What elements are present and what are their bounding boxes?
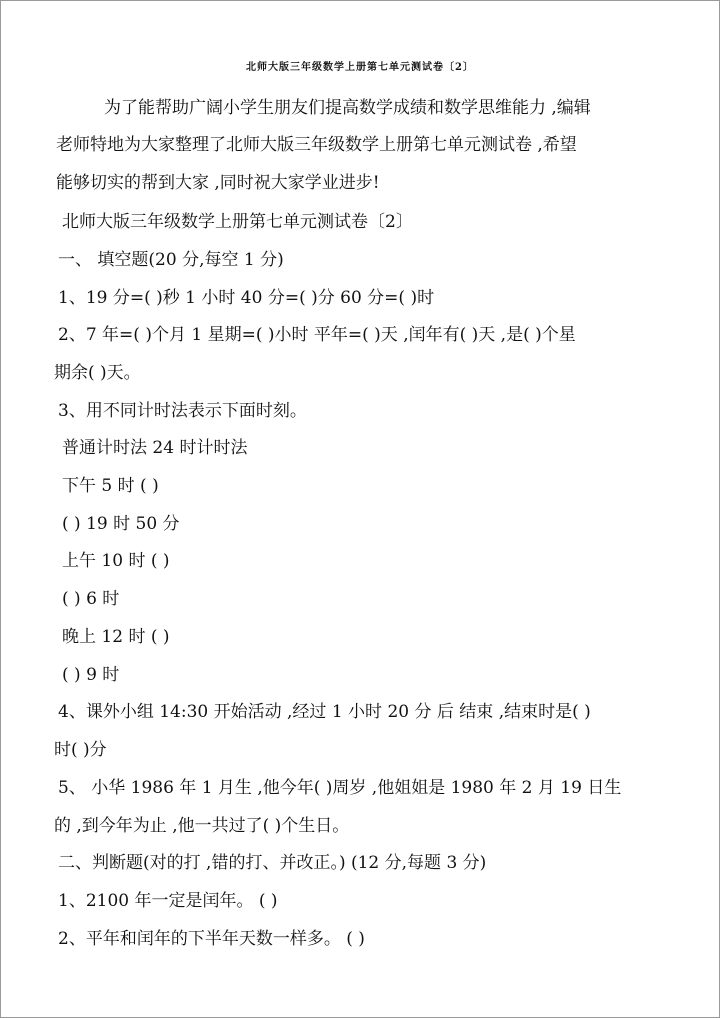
section1-heading: 一、 填空题(20 分,每空 1 分) [58,250,284,270]
question-3-header: 普通计时法 24 时计时法 [62,438,248,458]
judgement-question-1: 1、2100 年一定是闰年。 ( ) [58,891,278,911]
question-3: 3、用不同计时法表示下面时刻。 [58,401,307,421]
question-2-line-1: 2、7 年=( )个月 1 星期=( )小时 平年=( )天 ,闰年有( )天 ,是( )个星 [58,325,576,345]
time-row-6: ( ) 9 时 [62,665,120,685]
question-1: 1、19 分=( )秒 1 小时 40 分=( )分 60 分=( )时 [58,288,435,308]
time-row-2: ( ) 19 时 50 分 [62,514,180,534]
question-2-line-2: 期余( )天。 [54,363,141,383]
judgement-question-2: 2、平年和闰年的下半年天数一样多。 ( ) [58,929,365,949]
subtitle: 北师大版三年级数学上册第七单元测试卷〔2〕 [62,212,413,232]
time-row-3: 上午 10 时 ( ) [62,551,170,571]
document-title: 北师大版三年级数学上册第七单元测试卷〔2〕 [246,62,474,73]
time-row-5: 晚上 12 时 ( ) [62,627,170,647]
intro-line-3: 能够切实的帮到大家 ,同时祝大家学业进步! [56,173,380,193]
question-4-line-1: 4、课外小组 14:30 开始活动 ,经过 1 小时 20 分 后 结束 ,结束时是( ) [58,702,591,722]
intro-line-1: 为了能帮助广阔小学生朋友们提高数学成绩和数学思维能力 ,编辑 [104,98,591,118]
intro-line-2: 老师特地为大家整理了北师大版三年级数学上册第七单元测试卷 ,希望 [56,135,577,155]
section2-heading: 二、判断题(对的打 ,错的打、并改正。) (12 分,每题 3 分) [58,853,487,873]
time-row-4: ( ) 6 时 [62,589,120,609]
question-5-line-1: 5、 小华 1986 年 1 月生 ,他今年( )周岁 ,他姐姐是 1980 年 2 月 19 日生 [58,778,622,798]
question-5-line-2: 的 ,到今年为止 ,他一共过了( )个生日。 [54,816,350,836]
time-row-1: 下午 5 时 ( ) [62,476,159,496]
question-4-line-2: 时( )分 [54,740,107,760]
